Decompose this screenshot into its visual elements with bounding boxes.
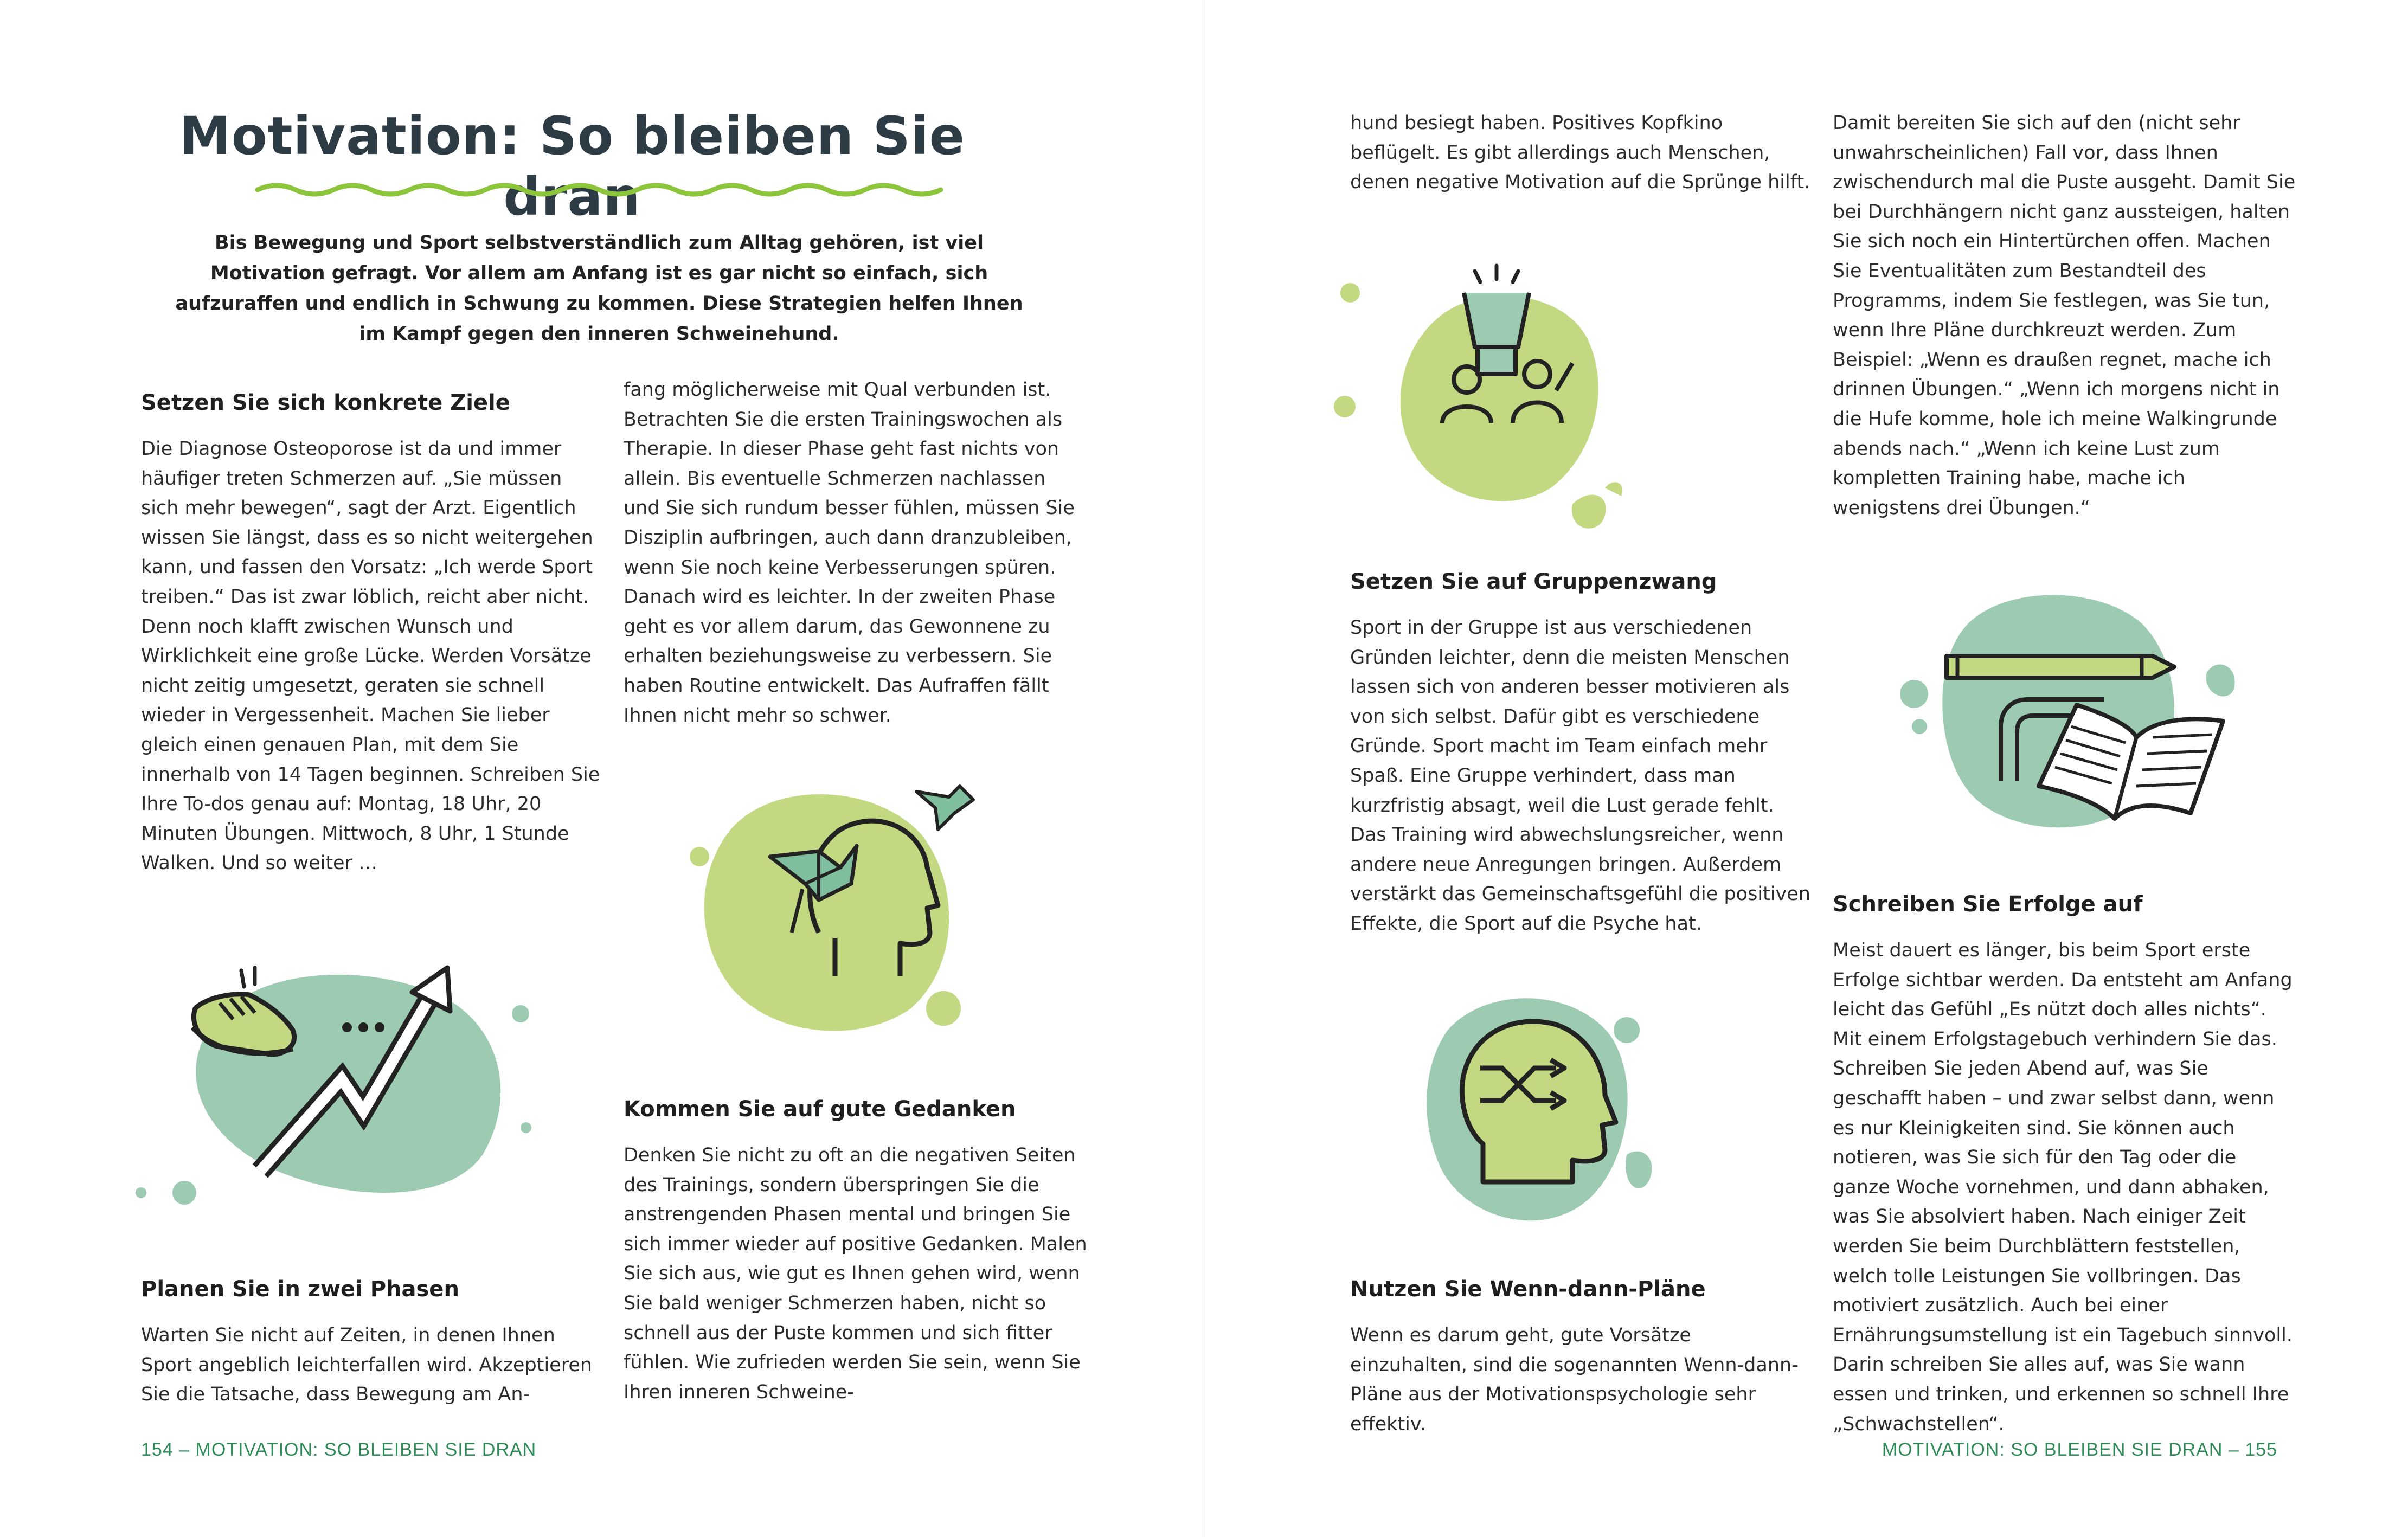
text-gedanken-2: hund besiegt haben. Positives Kopfkino beflügelt. Es gibt allerdings auch Menschen, denen negative Motivation auf die Sprünge hilft. xyxy=(1350,112,1810,194)
section-erfolge xyxy=(1833,889,2296,1439)
small-bird-icon xyxy=(916,786,973,829)
page-title: Motivation: So bleiben Sie dran xyxy=(179,106,965,227)
text-gedanken-1: Denken Sie nicht zu oft an die negativen Seiten des Trainings, sondern überspringen Sie die anstrengenden Phasen mental und bringen Sie sich immer wieder auf positive Gedanken. Malen Sie sich aus, wie gut es Ihnen gehen wird, wenn Sie bald weniger Schmerzen haben, nicht so schnell aus der Puste kommen und sich fitter fühlen. Wie zufrieden werden Sie sein, wenn Sie Ihren inneren Schweine- xyxy=(624,1144,1087,1403)
section-gruppe xyxy=(1350,567,1814,939)
head-birds-illustration xyxy=(678,770,1014,1052)
heading-gedanken: Kommen Sie auf gute Gedanken xyxy=(624,1097,1016,1122)
heading-wenn-dann: Nutzen Sie Wenn-dann-Pläne xyxy=(1350,1277,1706,1302)
shoe-icon xyxy=(192,968,294,1054)
heading-gruppe: Setzen Sie auf Gruppenzwang xyxy=(1350,569,1717,594)
text-wenn-dann-1: Wenn es darum geht, gute Vorsätze einzuhalten, sind die sogenannten Wenn-dann-Pläne aus der Motivationspsychologie sehr effektiv. xyxy=(1350,1324,1799,1435)
running-shoe-arrow-illustration xyxy=(125,938,558,1220)
notebook-pencil-illustration xyxy=(1871,575,2250,857)
footer-right: MOTIVATION: SO BLEIBEN SIE DRAN – 155 xyxy=(1882,1439,2277,1460)
text-phasen-1: Warten Sie nicht auf Zeiten, in denen Ihnen Sport angeblich leichterfallen wird. Akzeptieren Sie die Tatsache, dass Bewegung am An- xyxy=(141,1324,593,1406)
heading-ziele: Setzen Sie sich konkrete Ziele xyxy=(141,390,510,415)
pencil-icon xyxy=(1947,656,2174,678)
heading-erfolge: Schreiben Sie Erfolge auf xyxy=(1833,892,2143,917)
heading-phasen: Planen Sie in zwei Phasen xyxy=(141,1277,459,1302)
group-cheering-illustration xyxy=(1334,260,1659,542)
text-phasen-2: fang möglicherweise mit Qual verbunden ist. Betrachten Sie die ersten Trainingswochen als Therapie. In dieser Phase geht fast nichts von allein. Bis eventuelle Schmerzen nachlassen und Sie sich rundum besser fühlen, müssen Sie Disziplin aufbringen, auch dann dranzubleiben, wenn Sie noch keine Verbesserungen spüren. Danach wird es leichter. In der zweiten Phase geht es vor allem darum, das Gewonnene zu erhalten beziehungsweise zu verbessern. Sie haben Routine entwickelt. Das Aufraffen fällt Ihnen nicht mehr so schwer. xyxy=(624,379,1075,726)
text-wenn-dann-2: Damit bereiten Sie sich auf den (nicht sehr unwahrscheinlichen) Fall vor, dass Ihnen zwischendurch mal die Puste ausgeht. Damit Sie bei Durchhängern nicht ganz aussteigen, halten Sie sich noch ein Hintertürchen offen. Machen Sie Eventualitäten zum Bestandteil des Programms, indem Sie festlegen, was Sie tun, wenn Ihre Pläne durchkreuzt werden. Zum Beispiel: „Wenn es draußen regnet, mache ich drinnen Übungen.“ „Wenn ich morgens nicht in die Hufe komme, hole ich meine Walkingrunde abends nach.“ „Wenn ich keine Lust zum kompletten Training habe, mache ich wenigstens drei Übungen.“ xyxy=(1833,112,2296,519)
text-gruppe: Sport in der Gruppe ist aus verschiedenen Gründen leichter, denn die meisten Menschen lassen sich von anderen besser motivieren als von sich selbst. Dafür gibt es verschiedene Gründe. Sport macht im Team einfach mehr Spaß. Eine Gruppe verhindert, dass man kurzfristig absagt, weil die Lust gerade fehlt. Das Training wird abwechslungsreicher, wenn andere neue Anregungen bringen. Außerdem verstärkt das Gemeinschaftsgefühl die positiven Effekte, die Sport auf die Psyche hat. xyxy=(1350,617,1810,935)
footer-left: 154 – MOTIVATION: SO BLEIBEN SIE DRAN xyxy=(141,1439,537,1460)
text-ziele: Die Diagnose Osteoporose ist da und immer häufiger treten Schmerzen auf. „Sie müssen sich mehr bewegen“, sagt der Arzt. Eigentlich wissen Sie längst, dass es so nicht weitergehen kann, und fassen den Vorsatz: „Ich werde Sport treiben.“ Das ist zwar löblich, reicht aber nicht. Denn noch klafft zwischen Wunsch und Wirklichkeit eine große Lücke. Werden Vorsätze nicht zeitig umgesetzt, geraten sie schnell wieder in Vergessenheit. Machen Sie lieber gleich einen genauen Plan, mit dem Sie innerhalb von 14 Tagen beginnen. Schreiben Sie Ihre To-dos genau auf: Montag, 18 Uhr, 20 Minuten Übungen. Mittwoch, 8 Uhr, 1 Stunde Walken. Und so weiter … xyxy=(141,438,600,874)
section-ziele xyxy=(141,388,605,878)
head-shuffle-illustration xyxy=(1394,965,1665,1247)
section-phasen-cont xyxy=(624,375,1087,730)
section-gedanken xyxy=(624,1094,1087,1407)
section-wenn-dann xyxy=(1350,1274,1814,1439)
section-phasen xyxy=(141,1274,605,1410)
text-erfolge: Meist dauert es länger, bis beim Sport erste Erfolge sichtbar werden. Da entsteht am Anfang leicht das Gefühl „Es nützt doch alles nichts“. Mit einem Erfolgstagebuch verhindern Sie das. Schreiben Sie jeden Abend auf, was Sie geschafft haben – und zwar selbst dann, wenn es nur Kleinigkeiten sind. Sie können auch notieren, was Sie sich für den Tag oder die ganze Woche vornehmen, und dann abhaken, was Sie absolviert haben. Nach einiger Zeit werden Sie beim Durchblättern feststellen, welch tolle Leistungen Sie vollbringen. Das motiviert zusätzlich. Auch bei einer Ernährungsumstellung ist ein Tagebuch sinnvoll. Darin schreiben Sie alles auf, was Sie wann essen und trinken, und erkennen so schnell Ihre „Schwachstellen“. xyxy=(1833,940,2293,1435)
intro-text: Bis Bewegung und Sport selbstverständlich zum Alltag gehören, ist viel Motivation gefragt. Vor allem am Anfang ist es gar nicht so einfach, sich aufzuraffen und endlich in Schwung zu kommen. Diese Strategien helfen Ihnen im Kampf gegen den inneren Schweinehund. xyxy=(175,232,1023,345)
title-squiggle xyxy=(255,179,960,201)
section-wenn-dann-cont xyxy=(1833,108,2296,523)
section-gedanken-cont xyxy=(1350,108,1814,197)
right-page xyxy=(1204,0,2407,1537)
